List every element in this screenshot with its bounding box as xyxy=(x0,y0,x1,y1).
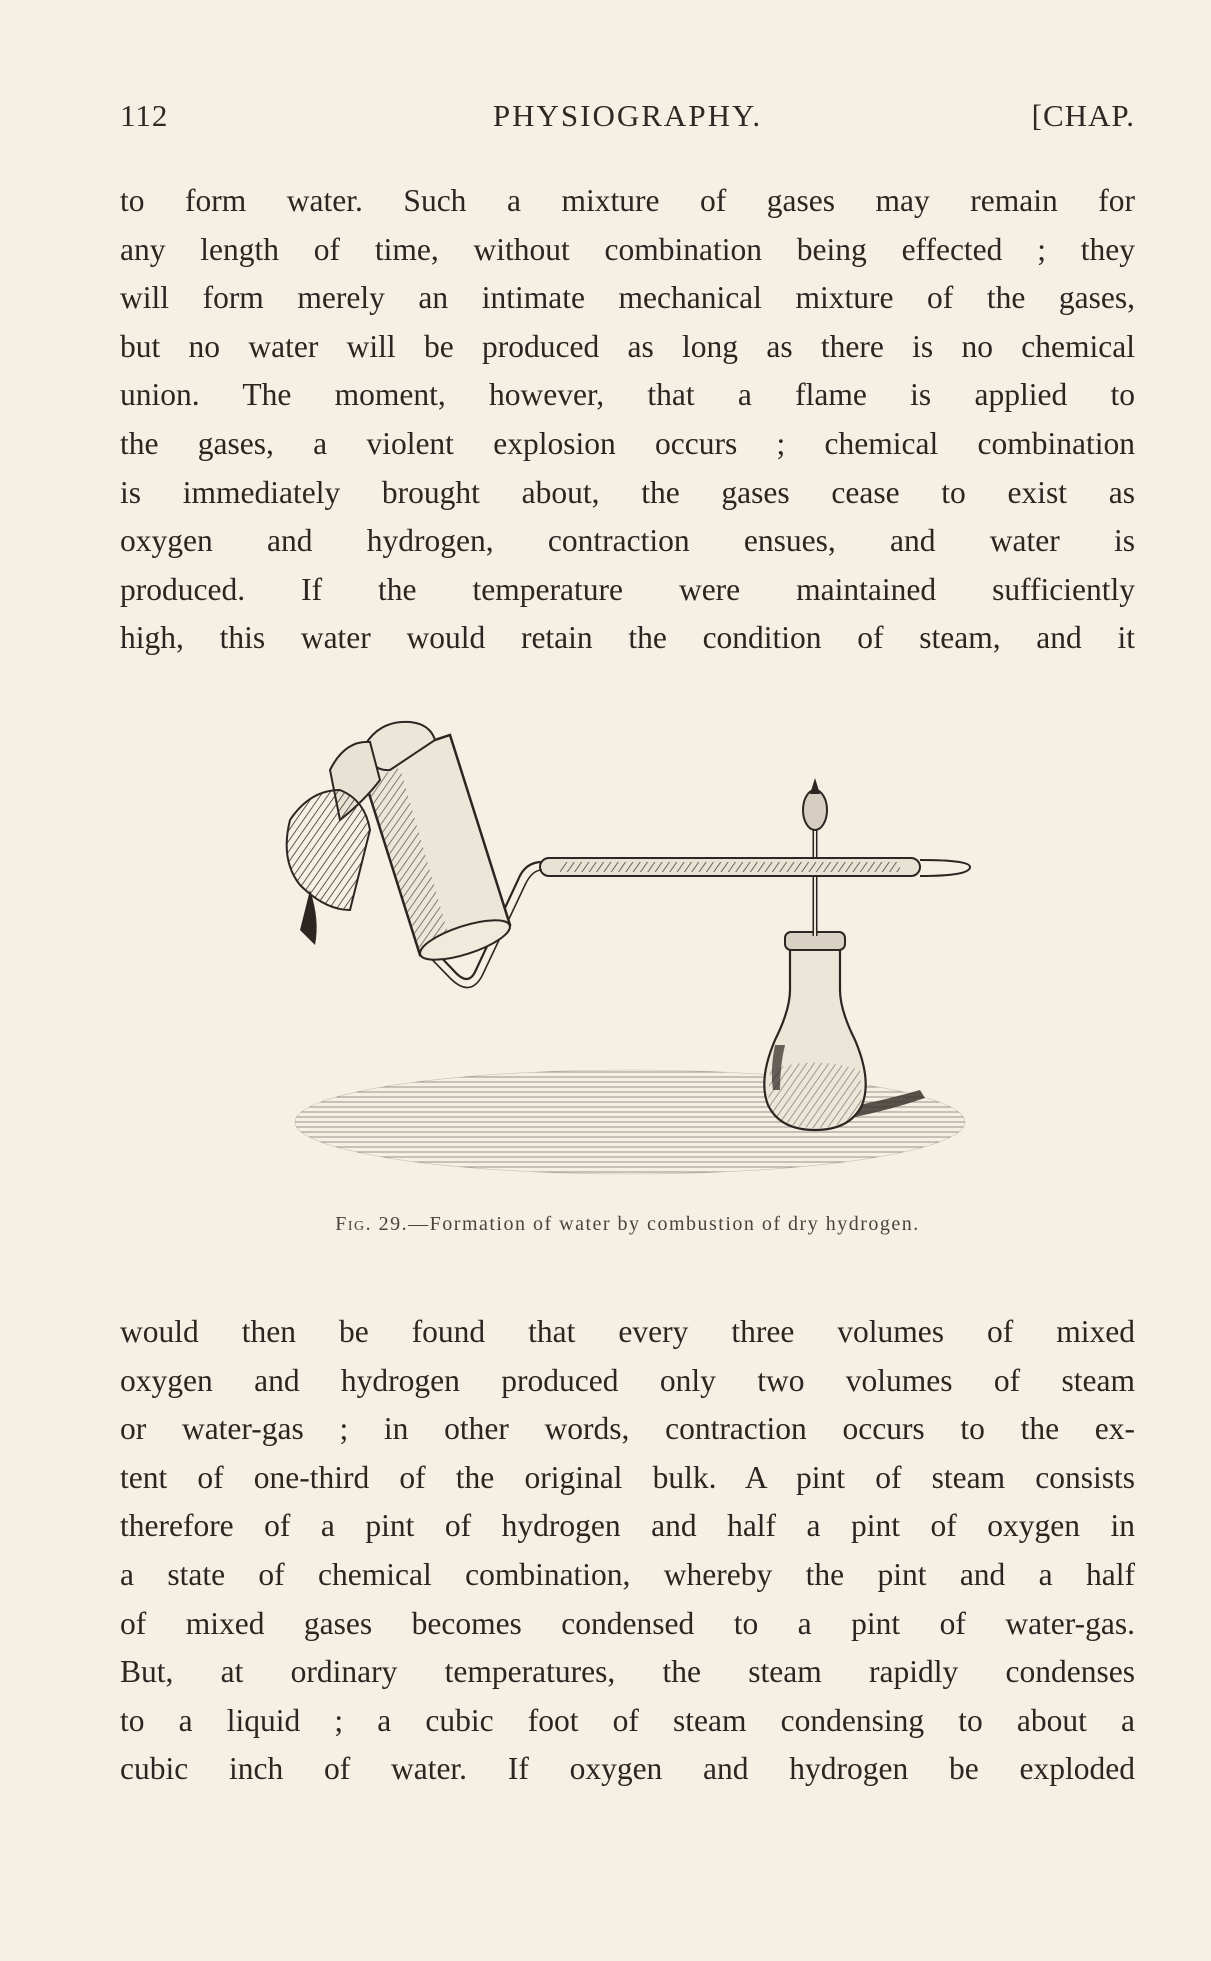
text-line: oxygen and hydrogen produced only two volumes of steam xyxy=(120,1362,1135,1398)
text-line: or water-gas ; in other words, contraction occurs to the ex- xyxy=(120,1411,1135,1447)
text-line: produced. If the temperature were maintained sufficiently xyxy=(120,571,1135,607)
text-line: tent of one-third of the original bulk. A pint of steam consists xyxy=(120,1459,1135,1495)
figure-label: Fig. 29. xyxy=(335,1213,409,1235)
page-number: 112 xyxy=(120,98,169,133)
figure-caption xyxy=(120,1213,1135,1236)
flask xyxy=(764,932,865,1130)
text-line: the gases, a violent explosion occurs ; chemical combination xyxy=(120,425,1135,461)
text-line: would then be found that every three volumes of mixed xyxy=(120,1314,1135,1349)
figure-illustration xyxy=(270,710,990,1190)
text-line: is immediately brought about, the gases cease to exist as xyxy=(120,474,1135,510)
running-title: PHYSIOGRAPHY. xyxy=(492,98,763,133)
text-line: high, this water would retain the condition of steam, and it xyxy=(120,620,1135,656)
text-line: to a liquid ; a cubic foot of steam condensing to about a xyxy=(120,1702,1135,1738)
figure-caption-text: —Formation of water by combustion of dry hydrogen. xyxy=(408,1213,920,1235)
text-line: oxygen and hydrogen, contraction ensues, and water is xyxy=(120,523,1135,559)
running-header xyxy=(120,98,1135,142)
text-line: cubic inch of water. If oxygen and hydrogen be exploded xyxy=(120,1751,1135,1787)
paragraph-after-figure xyxy=(120,1308,1135,1794)
text-line: but no water will be produced as long as there is no chemical xyxy=(120,328,1135,364)
text-line: any length of time, without combination being effected ; they xyxy=(120,231,1135,267)
text-line: therefore of a pint of hydrogen and half a pint of oxygen in xyxy=(120,1508,1135,1544)
text-line: a state of chemical combination, whereby the pint and a half xyxy=(120,1556,1135,1592)
text-line: But, at ordinary temperatures, the steam rapidly condenses xyxy=(120,1654,1135,1690)
text-line: union. The moment, however, that a flame is applied to xyxy=(120,377,1135,413)
text-line: of mixed gases becomes condensed to a pint of water-gas. xyxy=(120,1605,1135,1641)
text-line: will form merely an intimate mechanical mixture of the gases, xyxy=(120,280,1135,316)
paragraph-before-figure xyxy=(120,177,1135,663)
chapter-marker: [CHAP. xyxy=(1031,98,1135,133)
text-line: to form water. Such a mixture of gases may remain for xyxy=(120,183,1135,218)
